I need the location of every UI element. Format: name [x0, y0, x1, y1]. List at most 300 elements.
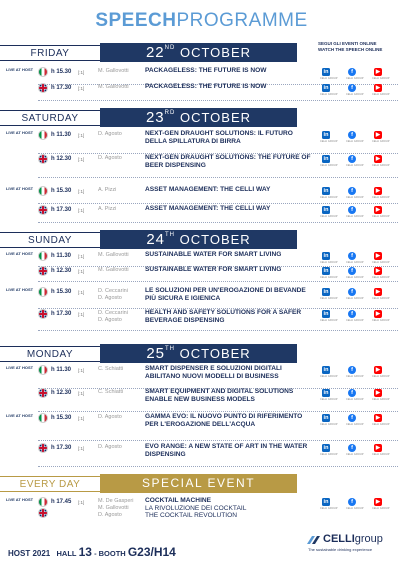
youtube-caption: CELLI GROUP	[372, 140, 390, 143]
date-number: 25	[146, 345, 165, 362]
session-language-code: [:1]	[78, 69, 85, 75]
speaker-name: M. Gallovotti	[98, 252, 129, 258]
youtube-caption: CELLI GROUP	[372, 276, 390, 279]
facebook-link[interactable]	[346, 414, 364, 426]
youtube-link[interactable]	[372, 498, 390, 510]
uk-flag-icon	[38, 443, 48, 453]
speaker-name: A. Pizzi	[98, 206, 117, 212]
facebook-link[interactable]	[346, 310, 364, 322]
date-banner	[100, 43, 297, 62]
session-title	[145, 287, 315, 302]
linkedin-caption: CELLI GROUP	[320, 140, 338, 143]
linkedin-link[interactable]	[320, 84, 338, 96]
youtube-caption: CELLI GROUP	[372, 164, 390, 167]
session-language-code: [:1]	[78, 289, 85, 295]
facebook-icon: f	[348, 155, 356, 163]
youtube-link[interactable]	[372, 310, 390, 322]
facebook-icon: f	[348, 206, 356, 214]
facebook-caption: CELLI GROUP	[346, 77, 364, 80]
session-language-code: [:1]	[78, 207, 85, 213]
linkedin-link[interactable]	[320, 206, 338, 218]
social-links	[318, 68, 398, 84]
day-label-sunday: SUNDAY	[0, 232, 100, 248]
linkedin-icon: in	[323, 69, 329, 75]
facebook-caption: CELLI GROUP	[346, 507, 364, 510]
linkedin-caption: CELLI GROUP	[320, 453, 338, 456]
session-time: h 15.30	[51, 415, 72, 421]
italian-flag-icon	[38, 67, 48, 77]
live-at-host-tag: LIVE AT HOST	[5, 67, 34, 72]
session-subtitle: LA RIVOLUZIONE DEI COCKTAIL	[145, 504, 247, 512]
youtube-caption: CELLI GROUP	[372, 93, 390, 96]
linkedin-link[interactable]	[320, 310, 338, 322]
linkedin-caption: CELLI GROUP	[320, 507, 338, 510]
linkedin-link[interactable]	[320, 288, 338, 300]
title-light: PROGRAMME	[176, 10, 308, 31]
facebook-icon: f	[348, 252, 356, 260]
speaker-name: C. Schiatti	[98, 389, 124, 395]
session-title	[145, 67, 315, 75]
uk-flag-icon	[38, 83, 48, 93]
youtube-icon: ▶	[375, 268, 381, 274]
linkedin-icon: in	[323, 268, 329, 274]
linkedin-icon: in	[323, 132, 329, 138]
facebook-link[interactable]	[346, 84, 364, 96]
logo-tagline: The sustainable drinking experience	[308, 547, 373, 552]
linkedin-link[interactable]	[320, 444, 338, 456]
facebook-caption: CELLI GROUP	[346, 423, 364, 426]
linkedin-link[interactable]	[320, 414, 338, 426]
speaker-name: D. Agosto	[98, 155, 122, 161]
youtube-link[interactable]	[372, 444, 390, 456]
linkedin-caption: CELLI GROUP	[320, 297, 338, 300]
session-language-code: [:1]	[78, 367, 85, 373]
watch-online-note	[318, 41, 398, 53]
linkedin-caption: CELLI GROUP	[320, 196, 338, 199]
linkedin-icon: in	[323, 207, 329, 213]
linkedin-caption: CELLI GROUP	[320, 215, 338, 218]
facebook-link[interactable]	[346, 131, 364, 143]
session-title-text: NEXT-GEN DRAUGHT SOLUTIONS: THE FUTURE OF BEER DISPENSING	[145, 154, 311, 169]
hall-number: 13	[78, 545, 92, 559]
facebook-caption: CELLI GROUP	[346, 261, 364, 264]
facebook-caption: CELLI GROUP	[346, 375, 364, 378]
facebook-caption: CELLI GROUP	[346, 453, 364, 456]
uk-flag-icon	[38, 309, 48, 319]
host-label: HOST 2021	[8, 549, 51, 558]
linkedin-caption: CELLI GROUP	[320, 423, 338, 426]
facebook-link[interactable]	[346, 206, 364, 218]
linkedin-icon: in	[323, 311, 329, 317]
row-divider	[38, 222, 398, 223]
footer-venue	[8, 545, 176, 559]
italian-flag-icon	[38, 130, 48, 140]
youtube-link[interactable]	[372, 84, 390, 96]
session-time: h 17.30	[51, 311, 72, 317]
social-links	[318, 206, 398, 222]
logo-name-bold: CELLI	[323, 533, 355, 545]
linkedin-link[interactable]	[320, 155, 338, 167]
uk-flag-icon	[38, 388, 48, 398]
booth-number: G23/H14	[127, 545, 176, 559]
facebook-link[interactable]	[346, 288, 364, 300]
youtube-link[interactable]	[372, 267, 390, 279]
note-line-it: SEGUI GLI EVENTI ONLINE	[318, 41, 377, 46]
linkedin-link[interactable]	[320, 366, 338, 378]
date-month: OCTOBER	[179, 346, 251, 361]
italian-flag-icon	[38, 186, 48, 196]
facebook-link[interactable]	[346, 68, 364, 80]
facebook-caption: CELLI GROUP	[346, 93, 364, 96]
session-title-text: PACKAGELESS: THE FUTURE IS NOW	[145, 83, 267, 90]
linkedin-icon: in	[323, 156, 329, 162]
facebook-link[interactable]	[346, 366, 364, 378]
session-title	[145, 497, 315, 520]
linkedin-link[interactable]	[320, 498, 338, 510]
facebook-caption: CELLI GROUP	[346, 140, 364, 143]
social-links	[318, 310, 398, 326]
facebook-icon: f	[348, 68, 356, 76]
session-title	[145, 413, 315, 428]
speaker-name: M. De Gasperi	[98, 498, 134, 504]
youtube-icon: ▶	[375, 156, 381, 162]
linkedin-link[interactable]	[320, 131, 338, 143]
youtube-link[interactable]	[372, 252, 390, 264]
social-links	[318, 131, 398, 147]
linkedin-caption: CELLI GROUP	[320, 375, 338, 378]
date-month: OCTOBER	[179, 232, 251, 247]
special-event-banner: SPECIAL EVENT	[100, 474, 297, 493]
linkedin-icon: in	[323, 415, 329, 421]
celli-logo-icon	[306, 534, 322, 546]
day-label-monday: MONDAY	[0, 346, 100, 362]
facebook-caption: CELLI GROUP	[346, 164, 364, 167]
live-at-host-tag: LIVE AT HOST	[5, 287, 34, 292]
session-title-text: LE SOLUZIONI PER UN'EROGAZIONE DI BEVANDE PIÙ SICURA E IGIENICA	[145, 287, 306, 302]
date-banner	[100, 230, 297, 249]
linkedin-caption: CELLI GROUP	[320, 93, 338, 96]
uk-flag-icon	[38, 154, 48, 164]
facebook-icon: f	[348, 84, 356, 92]
youtube-link[interactable]	[372, 389, 390, 401]
italian-flag-icon	[38, 251, 48, 261]
youtube-icon: ▶	[375, 207, 381, 213]
social-links	[318, 414, 398, 430]
date-banner	[100, 344, 297, 363]
youtube-link[interactable]	[372, 131, 390, 143]
session-time: h 17.30	[51, 445, 72, 451]
live-at-host-tag: LIVE AT HOST	[5, 251, 34, 256]
session-language-code: [:1]	[78, 85, 85, 91]
hall-label: HALL	[56, 549, 77, 558]
session-language-code: [:1]	[78, 268, 85, 274]
speaker-name: M. Gallovotti	[98, 267, 129, 273]
date-suffix: ND	[164, 45, 176, 51]
social-links	[318, 498, 398, 514]
session-time: h 17.30	[51, 85, 72, 91]
facebook-link[interactable]	[346, 389, 364, 401]
logo-wordmark	[323, 533, 383, 545]
italian-flag-icon	[38, 365, 48, 375]
facebook-icon: f	[348, 131, 356, 139]
facebook-icon: f	[348, 267, 356, 275]
linkedin-caption: CELLI GROUP	[320, 164, 338, 167]
facebook-caption: CELLI GROUP	[346, 398, 364, 401]
session-title-text: COCKTAIL MACHINE	[145, 497, 212, 504]
date-month: OCTOBER	[179, 110, 252, 125]
session-title	[145, 388, 315, 403]
session-title	[145, 130, 315, 145]
facebook-caption: CELLI GROUP	[346, 215, 364, 218]
speaker-name: M. Gallovotti	[98, 68, 129, 74]
page-title	[0, 10, 403, 32]
facebook-icon: f	[348, 366, 356, 374]
facebook-icon: f	[348, 310, 356, 318]
session-title	[145, 251, 315, 259]
speaker-name: D. Agosto	[98, 131, 122, 137]
session-language-code: [:1]	[78, 156, 85, 162]
youtube-caption: CELLI GROUP	[372, 423, 390, 426]
facebook-caption: CELLI GROUP	[346, 319, 364, 322]
linkedin-link[interactable]	[320, 187, 338, 199]
linkedin-caption: CELLI GROUP	[320, 319, 338, 322]
session-language-code: [:1]	[78, 499, 85, 505]
linkedin-caption: CELLI GROUP	[320, 398, 338, 401]
session-title-text: PACKAGELESS: THE FUTURE IS NOW	[145, 67, 267, 74]
facebook-icon: f	[348, 498, 356, 506]
speaker-name: M. Gallovotti	[98, 505, 129, 511]
youtube-caption: CELLI GROUP	[372, 319, 390, 322]
live-at-host-tag: LIVE AT HOST	[5, 130, 34, 135]
session-time: h 17.45	[51, 499, 72, 505]
linkedin-icon: in	[323, 253, 329, 259]
session-title-text: EVO RANGE: A NEW STATE OF ART IN THE WATER DISPENSING	[145, 443, 308, 458]
row-divider	[38, 466, 398, 467]
youtube-caption: CELLI GROUP	[372, 375, 390, 378]
uk-flag-icon	[38, 266, 48, 276]
row-divider	[38, 281, 398, 282]
date-banner	[100, 108, 297, 127]
youtube-icon: ▶	[375, 311, 381, 317]
logo-name-light: group	[354, 533, 383, 545]
social-links	[318, 84, 398, 100]
session-title-text: ASSET MANAGEMENT: THE CELLI WAY	[145, 205, 271, 212]
title-bold: SPEECH	[95, 10, 177, 31]
linkedin-link[interactable]	[320, 252, 338, 264]
session-title	[145, 443, 315, 458]
italian-flag-icon	[38, 413, 48, 423]
youtube-icon: ▶	[375, 499, 381, 505]
day-label-saturday: SATURDAY	[0, 110, 100, 126]
linkedin-icon: in	[323, 188, 329, 194]
italian-flag-icon	[38, 287, 48, 297]
speaker-name: D. Agosto	[98, 414, 122, 420]
session-language-code: [:1]	[78, 188, 85, 194]
facebook-icon: f	[348, 389, 356, 397]
session-title-text: ASSET MANAGEMENT: THE CELLI WAY	[145, 186, 271, 193]
date-number: 23	[145, 109, 165, 126]
linkedin-link[interactable]	[320, 68, 338, 80]
session-time: h 15.30	[51, 69, 72, 75]
day-label-every-day: EVERY DAY	[0, 476, 100, 492]
youtube-caption: CELLI GROUP	[372, 453, 390, 456]
session-time: h 15.30	[51, 188, 72, 194]
youtube-caption: CELLI GROUP	[372, 77, 390, 80]
youtube-link[interactable]	[372, 155, 390, 167]
youtube-caption: CELLI GROUP	[372, 261, 390, 264]
youtube-icon: ▶	[375, 289, 381, 295]
uk-flag-icon	[38, 508, 48, 518]
facebook-link[interactable]	[346, 498, 364, 510]
facebook-link[interactable]	[346, 252, 364, 264]
day-label-friday: FRIDAY	[0, 45, 100, 61]
social-links	[318, 155, 398, 171]
session-title-text: SUSTAINABLE WATER FOR SMART LIVING	[145, 251, 282, 258]
linkedin-icon: in	[323, 499, 329, 505]
session-title-text: SMART DISPENSER E SOLUZIONI DIGITALI ABILITANO NUOVI MODELLI DI BUSINESS	[145, 365, 282, 380]
social-links	[318, 288, 398, 304]
youtube-link[interactable]	[372, 288, 390, 300]
session-title	[145, 186, 315, 194]
speaker-name: D. Ceccarini	[98, 288, 128, 294]
linkedin-icon: in	[323, 367, 329, 373]
facebook-link[interactable]	[346, 187, 364, 199]
session-language-code: [:1]	[78, 415, 85, 421]
session-language-code: [:1]	[78, 390, 85, 396]
speaker-name: C. Schiatti	[98, 366, 124, 372]
live-at-host-tag: LIVE AT HOST	[5, 413, 34, 418]
youtube-icon: ▶	[375, 253, 381, 259]
session-title	[145, 83, 315, 91]
youtube-icon: ▶	[375, 445, 381, 451]
youtube-icon: ▶	[375, 188, 381, 194]
youtube-icon: ▶	[375, 132, 381, 138]
facebook-link[interactable]	[346, 444, 364, 456]
session-title-text: SMART EQUIPMENT AND DIGITAL SOLUTIONS ENABLE NEW BUSINESS MODELS	[145, 388, 294, 403]
session-time: h 12.30	[51, 156, 72, 162]
youtube-caption: CELLI GROUP	[372, 398, 390, 401]
session-title	[145, 309, 315, 324]
row-divider	[38, 100, 398, 101]
session-title	[145, 365, 315, 380]
facebook-icon: f	[348, 187, 356, 195]
live-at-host-tag: LIVE AT HOST	[5, 186, 34, 191]
facebook-caption: CELLI GROUP	[346, 196, 364, 199]
youtube-link[interactable]	[372, 187, 390, 199]
session-title-text: SUSTAINABLE WATER FOR SMART LIVING	[145, 266, 282, 273]
youtube-caption: CELLI GROUP	[372, 507, 390, 510]
youtube-caption: CELLI GROUP	[372, 297, 390, 300]
session-time: h 11.30	[51, 132, 72, 138]
speaker-name: M. Gallovotti	[98, 84, 129, 90]
date-month: OCTOBER	[179, 45, 252, 60]
youtube-icon: ▶	[375, 85, 381, 91]
date-suffix: TH	[165, 346, 175, 352]
social-links	[318, 187, 398, 203]
youtube-link[interactable]	[372, 206, 390, 218]
session-time: h 11.30	[51, 367, 72, 373]
date-suffix: TH	[165, 232, 175, 238]
session-time: h 12.30	[51, 390, 72, 396]
session-title-text: HEALTH AND SAFETY SOLUTIONS FOR A SAFER BEVERAGE DISPENSING	[145, 309, 302, 324]
linkedin-icon: in	[323, 390, 329, 396]
row-divider	[38, 440, 398, 441]
session-title	[145, 154, 315, 169]
youtube-icon: ▶	[375, 415, 381, 421]
italian-flag-icon	[38, 497, 48, 507]
row-divider	[38, 177, 398, 178]
session-language-code: [:1]	[78, 445, 85, 451]
live-at-host-tag: LIVE AT HOST	[5, 365, 34, 370]
session-subtitle: THE COCKTAIL REVOLUTION	[145, 512, 237, 519]
linkedin-caption: CELLI GROUP	[320, 261, 338, 264]
speaker-name: D. Agosto	[98, 512, 122, 518]
session-language-code: [:1]	[78, 253, 85, 259]
linkedin-icon: in	[323, 445, 329, 451]
social-links	[318, 444, 398, 460]
speaker-name: A. Pizzi	[98, 187, 117, 193]
session-time: h 12.30	[51, 268, 72, 274]
date-number: 22	[145, 44, 165, 61]
date-suffix: RD	[164, 110, 176, 116]
linkedin-link[interactable]	[320, 389, 338, 401]
session-title-text: GAMMA EVO: IL NUOVO PUNTO DI RIFERIMENTO PER L'EROGAZIONE DELL'ACQUA	[145, 413, 303, 428]
facebook-caption: CELLI GROUP	[346, 276, 364, 279]
linkedin-icon: in	[323, 85, 329, 91]
speaker-name: D. Ceccarini	[98, 310, 128, 316]
session-title	[145, 266, 315, 274]
youtube-icon: ▶	[375, 367, 381, 373]
youtube-link[interactable]	[372, 366, 390, 378]
session-language-code: [:1]	[78, 132, 85, 138]
youtube-icon: ▶	[375, 390, 381, 396]
session-time: h 15.30	[51, 289, 72, 295]
youtube-icon: ▶	[375, 69, 381, 75]
facebook-icon: f	[348, 288, 356, 296]
facebook-link[interactable]	[346, 155, 364, 167]
facebook-icon: f	[348, 444, 356, 452]
session-language-code: [:1]	[78, 311, 85, 317]
date-number: 24	[146, 231, 165, 248]
speaker-name: D. Agosto	[98, 317, 122, 323]
session-title	[145, 205, 315, 213]
session-time: h 11.30	[51, 253, 72, 259]
facebook-caption: CELLI GROUP	[346, 297, 364, 300]
uk-flag-icon	[38, 205, 48, 215]
row-divider	[38, 411, 398, 412]
row-divider	[38, 203, 398, 204]
youtube-caption: CELLI GROUP	[372, 196, 390, 199]
youtube-caption: CELLI GROUP	[372, 215, 390, 218]
linkedin-caption: CELLI GROUP	[320, 77, 338, 80]
linkedin-link[interactable]	[320, 267, 338, 279]
booth-label: - BOOTH	[94, 549, 126, 558]
social-links	[318, 389, 398, 405]
session-title-text: NEXT-GEN DRAUGHT SOLUTIONS: IL FUTURO DELLA SPILLATURA DI BIRRA	[145, 130, 293, 145]
speaker-name: D. Agosto	[98, 295, 122, 301]
live-at-host-tag: LIVE AT HOST	[5, 497, 34, 502]
row-divider	[38, 330, 398, 331]
speaker-name: D. Agosto	[98, 444, 122, 450]
youtube-link[interactable]	[372, 68, 390, 80]
linkedin-icon: in	[323, 289, 329, 295]
facebook-link[interactable]	[346, 267, 364, 279]
social-links	[318, 366, 398, 382]
youtube-link[interactable]	[372, 414, 390, 426]
facebook-icon: f	[348, 414, 356, 422]
session-time: h 17.30	[51, 207, 72, 213]
note-line-en: WATCH THE SPEECH ONLINE	[318, 47, 383, 52]
